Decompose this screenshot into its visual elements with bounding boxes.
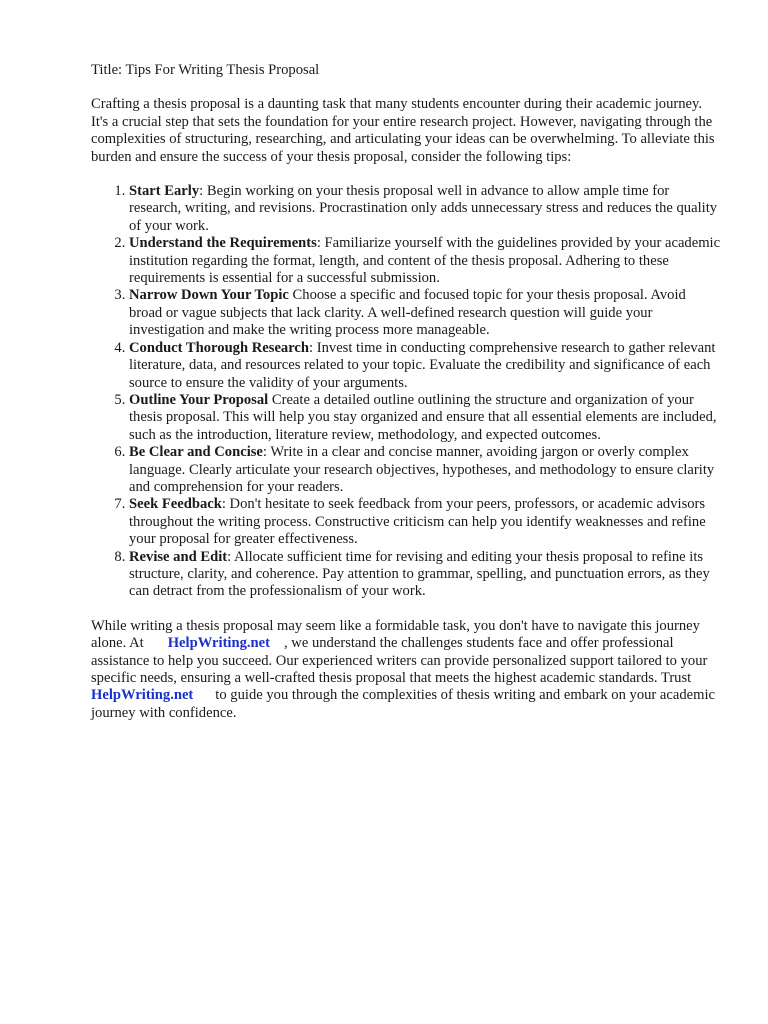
list-item [129, 496, 721, 548]
closing-text-1: While writing a thesis proposal may seem like a formidable task, you don't have to navigate this journey alone. At [91, 617, 700, 652]
list-item [129, 549, 721, 601]
list-item [129, 444, 721, 496]
tip-separator: : [221, 496, 226, 513]
helpwriting-link-2[interactable]: HelpWriting.net [91, 687, 194, 704]
tip-heading: Narrow Down Your Topic [129, 287, 289, 304]
tip-body: Allocate sufficient time for revising and editing your thesis proposal to refine its structure, clarity, and coherence. Pay attention to grammar, spelling, and punctuation errors, as they can detract from the professionalism of your work. [129, 548, 710, 600]
closing-text-2: , we understand the challenges students face and offer professional assistance to help you succeed. Our experienced writers can provide personalized support tailored to your specific needs, ensuring a well-crafted thesis proposal that meets the highest academic standards. Trust [91, 635, 708, 686]
tip-separator: : [309, 339, 314, 356]
tip-body: Write in a clear and concise manner, avoiding jargon or overly complex language. Clearly articulate your research objectives, hypotheses, and methodology to ensure clarity and comprehension for your readers. [129, 444, 715, 495]
tip-heading: Start Early [129, 183, 200, 200]
intro-paragraph: Crafting a thesis proposal is a daunting task that many students encounter during their academic journey. It's a crucial step that sets the foundation for your entire research project. However, navigating through the complexities of structuring, researching, and articulating your ideas can be overwhelming. To alleviate this burden and ensure the success of your thesis proposal, consider the following tips: [91, 96, 715, 165]
tip-separator: : [199, 183, 204, 200]
document-title: Title: Tips For Writing Thesis Proposal [91, 62, 320, 78]
tip-separator: : [262, 444, 267, 461]
tip-body: Invest time in conducting comprehensive research to gather relevant literature, data, and resources related to your topic. Evaluate the credibility and significance of each source to ensure the validity of your arguments. [129, 339, 716, 391]
tip-separator: : [227, 548, 232, 565]
list-item [129, 340, 721, 392]
helpwriting-link-1[interactable]: HelpWriting.net [167, 635, 270, 652]
tip-heading: Understand the Requirements [129, 235, 317, 252]
tips-list [91, 183, 721, 601]
tip-body: Choose a specific and focused topic for your thesis proposal. Avoid broad or vague subjects that lack clarity. A well-defined research question will guide your investigation and make the writing process more manageable. [129, 287, 686, 339]
list-item [129, 183, 721, 235]
tip-separator: : [316, 235, 321, 252]
closing-text-3: to guide you through the complexities of thesis writing and embark on your academic journey with confidence. [91, 687, 716, 721]
tip-heading: Revise and Edit [129, 548, 228, 565]
list-item [129, 287, 721, 339]
tip-body: Familiarize yourself with the guidelines provided by your academic institution regarding the format, length, and content of the thesis proposal. Adhering to these requirements is essential for a successful submission. [129, 235, 721, 287]
tip-body: Don't hesitate to seek feedback from your peers, professors, or academic advisors throughout the writing process. Constructive criticism can help you identify weaknesses and refine your proposal for greater effectiveness. [129, 496, 706, 548]
document-page [91, 62, 721, 722]
tip-body: Create a detailed outline outlining the structure and organization of your thesis proposal. This will help you stay organized and ensure that all essential elements are included, such as the introduction, literature review, methodology, and expected outcomes. [129, 391, 717, 443]
tip-heading: Outline Your Proposal [129, 391, 269, 408]
tip-heading: Seek Feedback [129, 496, 222, 513]
tip-heading: Conduct Thorough Research [129, 339, 310, 356]
list-item [129, 392, 721, 444]
closing-paragraph [91, 618, 721, 722]
tip-heading: Be Clear and Concise [129, 444, 263, 461]
tip-body: Begin working on your thesis proposal well in advance to allow ample time for research, writing, and revisions. Procrastination only adds unnecessary stress and reduces the quality of your work. [129, 183, 718, 234]
list-item [129, 235, 721, 287]
